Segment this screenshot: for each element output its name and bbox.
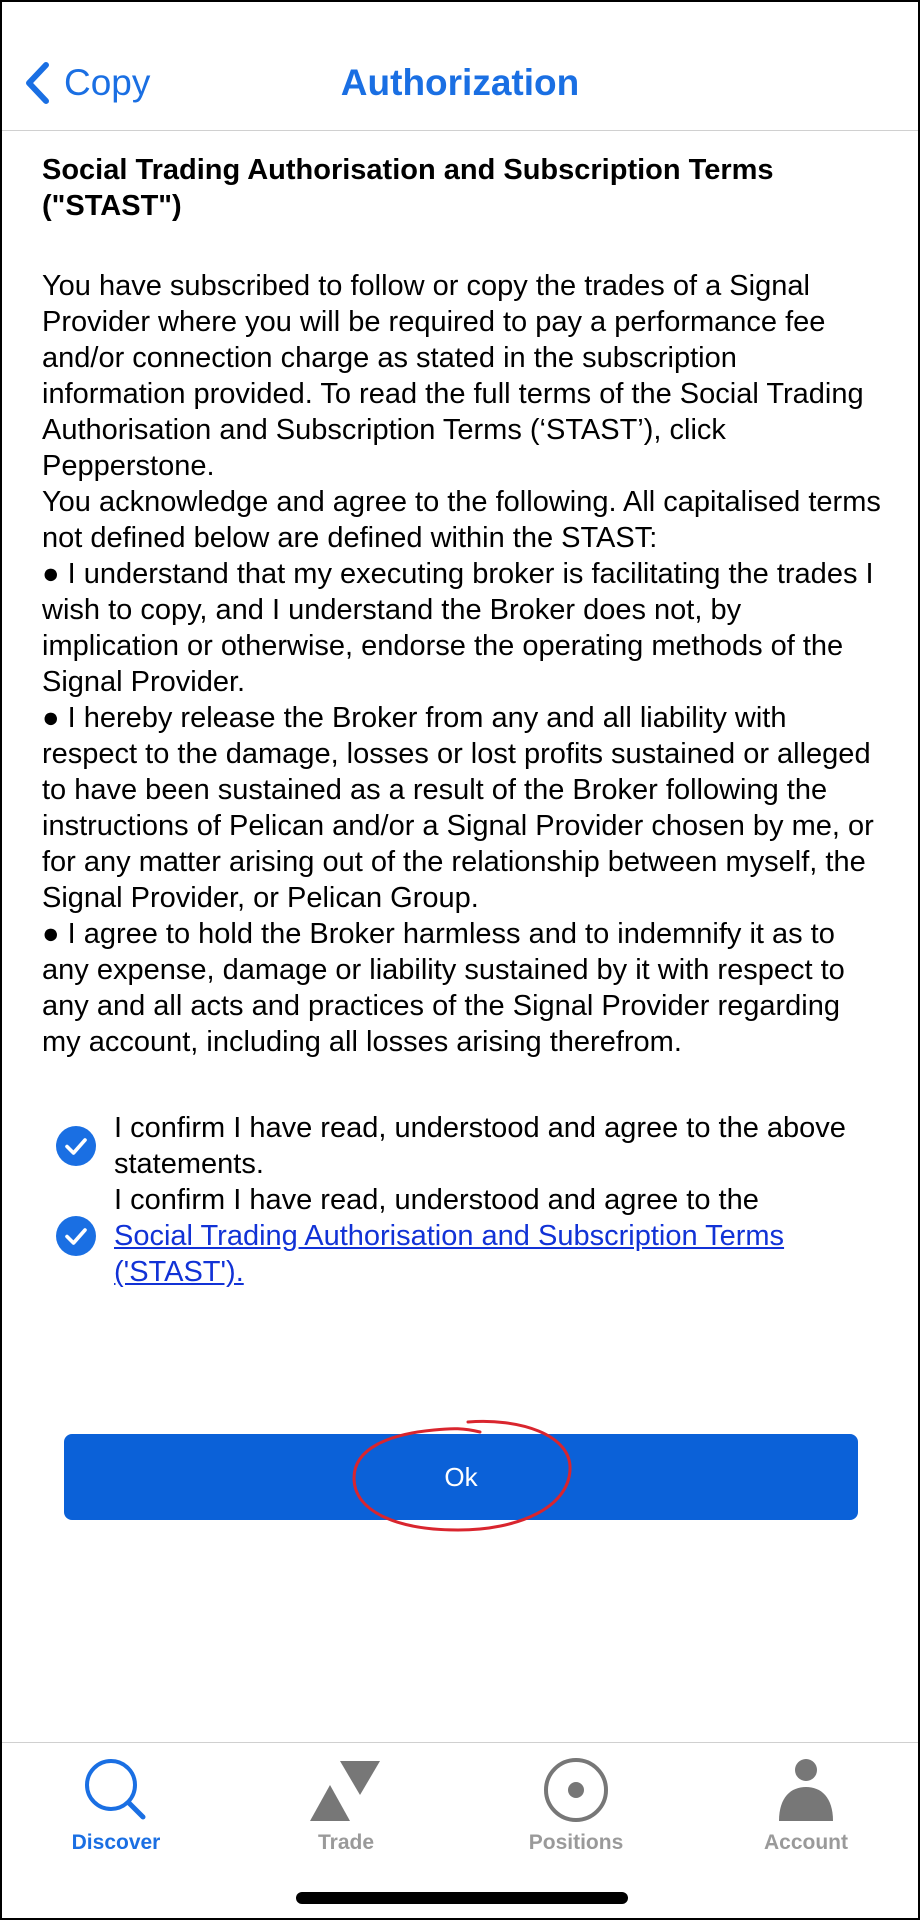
confirm-statements-row[interactable]	[42, 1110, 882, 1182]
back-label: Copy	[64, 62, 151, 103]
tab-label: Positions	[528, 1831, 624, 1854]
confirmation-checks	[42, 1110, 882, 1290]
terms-body	[42, 268, 882, 1060]
terms-acknowledge: You acknowledge and agree to the following. All capitalised terms not defined below are defined within the STAST:	[42, 486, 881, 554]
ok-button[interactable]	[64, 1434, 858, 1520]
page-title: Authorization	[340, 62, 580, 103]
terms-bullet: ● I understand that my executing broker is facilitating the trades I wish to copy, and I understand the Broker does not, by implication or otherwise, endorse the operating methods of the Signal Provider.	[42, 558, 874, 698]
document-title: Social Trading Authorisation and Subscription Terms ("STAST")	[42, 154, 774, 222]
triangles-icon	[306, 1755, 386, 1825]
confirm-stast-prefix: I confirm I have read, understood and agree to the	[114, 1184, 759, 1216]
tab-discover[interactable]	[16, 1755, 216, 1855]
terms-content	[42, 152, 882, 1290]
tab-trade[interactable]	[246, 1755, 446, 1855]
terms-intro: You have subscribed to follow or copy the trades of a Signal Provider where you will be required to pay a performance fee and/or connection charge as stated in the subscription information provided. To read the full terms of the Social Trading Authorisation and Subscription Terms (‘STAST’), click Pepperstone.	[42, 270, 864, 482]
confirm-statements-label: I confirm I have read, understood and agree to the above statements.	[114, 1112, 846, 1180]
stast-link[interactable]: Social Trading Authorisation and Subscription Terms ('STAST').	[114, 1220, 785, 1288]
home-indicator	[296, 1892, 628, 1904]
target-circle-icon	[541, 1755, 611, 1825]
terms-bullet: ● I agree to hold the Broker harmless and to indemnify it as to any expense, damage or liability sustained by it with respect to any and all acts and practices of the Signal Provider regarding my account, including all losses arising therefrom.	[42, 918, 845, 1058]
confirm-stast-label	[114, 1182, 882, 1290]
search-icon	[81, 1755, 151, 1825]
terms-bullet: ● I hereby release the Broker from any and all liability with respect to the damage, losses or lost profits sustained or alleged to have been sustained as a result of the Broker following the instructions of Pelican and/or a Signal Provider chosen by me, or for any matter arising out of the relationship between myself, the Signal Provider, or Pelican Group.	[42, 702, 874, 914]
tab-label: Discover	[71, 1831, 161, 1854]
tab-account[interactable]	[706, 1755, 906, 1855]
nav-header	[2, 2, 918, 131]
tab-label: Trade	[317, 1831, 375, 1854]
tab-positions[interactable]	[476, 1755, 676, 1855]
confirm-stast-row[interactable]	[42, 1182, 882, 1290]
person-icon	[771, 1755, 841, 1825]
ok-button-label: Ok	[444, 1461, 478, 1492]
tab-label: Account	[764, 1831, 848, 1854]
checkmark-circle-icon[interactable]	[56, 1216, 96, 1256]
checkmark-circle-icon[interactable]	[56, 1126, 96, 1166]
